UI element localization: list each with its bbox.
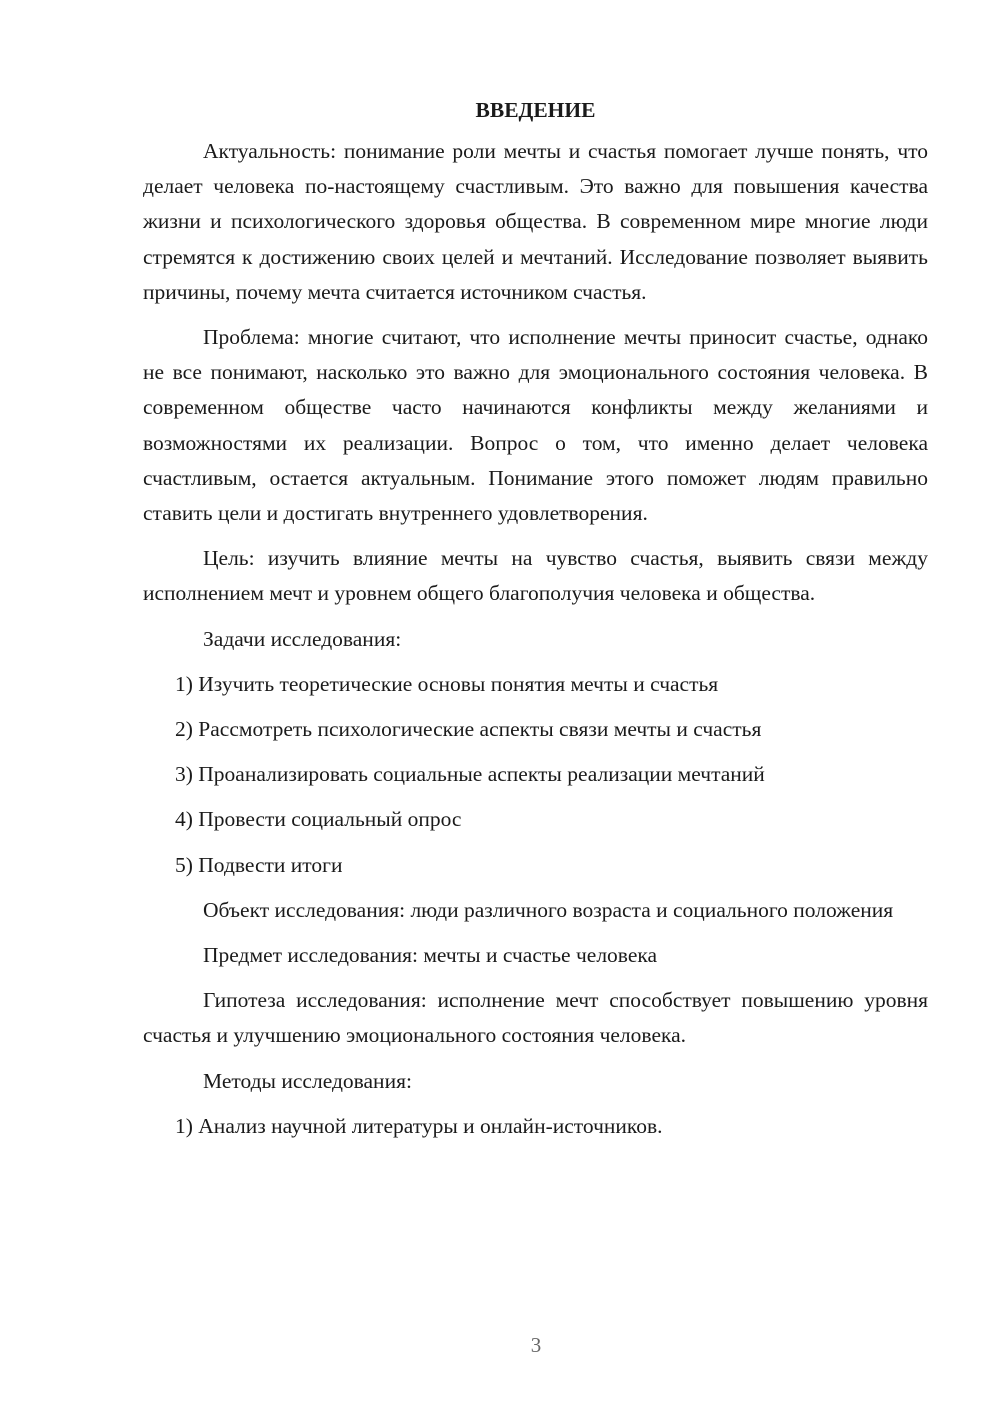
page-content — [143, 92, 928, 1154]
list-item: 3) Проанализировать социальные аспекты реализации мечтаний — [175, 762, 765, 787]
subject-paragraph: Предмет исследования: мечты и счастье человека — [203, 943, 658, 968]
tasks-list — [143, 667, 928, 883]
methods-heading: Методы исследования: — [203, 1068, 412, 1093]
methods-list — [143, 1109, 928, 1144]
relevance-paragraph: Актуальность: понимание роли мечты и счастья помогает лучше понять, что делает человека по-настоящему счастливым. Это важно для повышения качества жизни и психологического здоровья общества. В современном мире многие люди стремятся к достижению своих целей и мечтаний. Исследование позволяет выявить причины, почему мечта считается источником счастья. — [143, 139, 928, 304]
list-item: 1) Анализ научной литературы и онлайн-источников. — [175, 1113, 663, 1138]
list-item: 4) Провести социальный опрос — [175, 807, 462, 832]
object-paragraph: Объект исследования: люди различного возраста и социального положения — [203, 897, 894, 922]
goal-paragraph: Цель: изучить влияние мечты на чувство счастья, выявить связи между исполнением мечт и уровнем общего благополучия человека и общества. — [143, 546, 928, 606]
list-item: 1) Изучить теоретические основы понятия мечты и счастья — [175, 671, 719, 696]
hypothesis-paragraph: Гипотеза исследования: исполнение мечт способствует повышению уровня счастья и улучшению эмоционального состояния человека. — [143, 988, 928, 1048]
page-number: 3 — [530, 1333, 542, 1357]
tasks-heading: Задачи исследования: — [203, 626, 402, 651]
section-title: ВВЕДЕНИЕ — [475, 98, 596, 122]
list-item: 2) Рассмотреть психологические аспекты связи мечты и счастья — [175, 717, 762, 742]
list-item: 5) Подвести итоги — [175, 852, 343, 877]
problem-paragraph: Проблема: многие считают, что исполнение мечты приносит счастье, однако не все понимают, насколько это важно для эмоционального состояния человека. В современном обществе часто начинаются конфликты между желаниями и возможностями их реализации. Вопрос о том, что именно делает человека счастливым, остается актуальным. Понимание этого поможет людям правильно ставить цели и достигать внутреннего удовлетворения. — [143, 325, 928, 526]
